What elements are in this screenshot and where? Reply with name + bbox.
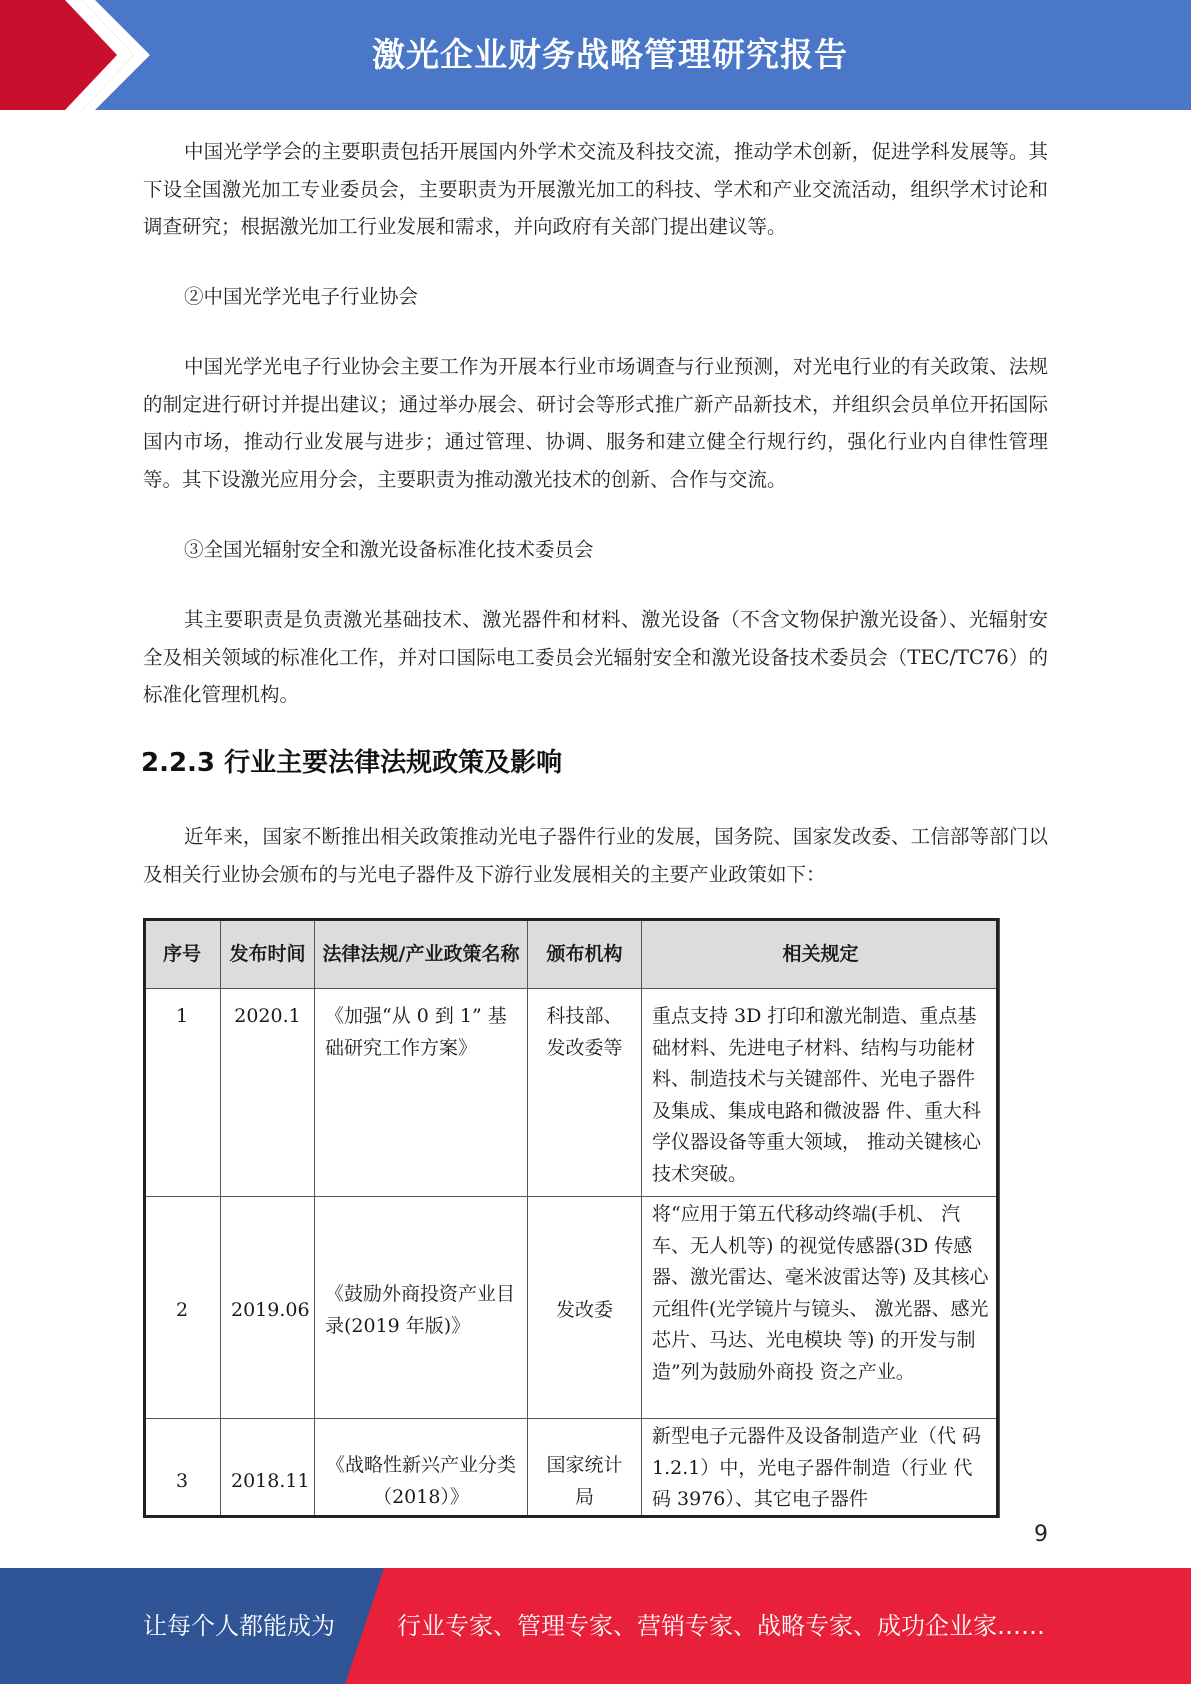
page-footer (0, 1568, 1191, 1684)
cell-date: 2019.06 (221, 1197, 315, 1419)
cell-no: 1 (144, 989, 221, 1197)
cell-name: 《战略性新兴产业分类（2018）》 (315, 1419, 528, 1519)
col-header-org: 颁布机构 (528, 919, 642, 989)
cell-rule: 新型电子元器件及设备制造产业（代 码 1.2.1）中，光电子器件制造（行业 代码 3976）、其它电子器件 (642, 1419, 1000, 1519)
page-header (0, 0, 1191, 110)
cell-rule: 将“应用于第五代移动终端(手机、 汽车、无人机等) 的视觉传感器(3D 传感器、激光雷达、毫米波雷达等) 及其核心元组件(光学镜片与镜头、 激光器、感光芯片、马达、光电模块 等) 的开发与制造”列为鼓励外商投 资之产业。 (642, 1197, 1000, 1419)
col-header-rule: 相关规定 (642, 919, 1000, 989)
table-row (144, 1419, 1000, 1519)
col-header-name: 法律法规/产业政策名称 (315, 919, 528, 989)
cell-date: 2020.1 (221, 989, 315, 1197)
policy-table (143, 918, 1000, 1518)
cell-no: 2 (144, 1197, 221, 1419)
header-chevron-decoration (0, 0, 150, 110)
subheading-optoelectronics-association: ②中国光学光电子行业协会 (184, 285, 419, 308)
cell-name: 《鼓励外商投资产业目录(2019 年版)》 (315, 1197, 528, 1419)
paragraph-policy-intro: 近年来，国家不断推出相关政策推动光电子器件行业的发展，国务院、国家发改委、工信部等部门以及相关行业协会颁布的与光电子器件及下游行业发展相关的主要产业政策如下： (143, 825, 1048, 886)
subheading-standardization-committee: ③全国光辐射安全和激光设备标准化技术委员会 (184, 538, 594, 561)
table-header-row (144, 919, 1000, 989)
table-row (144, 1197, 1000, 1419)
footer-slogan-left: 让每个人都能成为 (143, 1612, 335, 1640)
cell-name: 《加强“从 0 到 1” 基础研究工作方案》 (315, 989, 528, 1197)
section-heading: 2.2.3 行业主要法律法规政策及影响 (141, 748, 563, 778)
col-header-date: 发布时间 (221, 919, 315, 989)
paragraph-standardization-committee: 其主要职责是负责激光基础技术、激光器件和材料、激光设备（不含文物保护激光设备）、光辐射安全及相关领域的标准化工作，并对口国际电工委员会光辐射安全和激光设备技术委员会（TEC/TC76）的标准化管理机构。 (143, 608, 1048, 706)
cell-org: 科技部、发改委等 (528, 989, 642, 1197)
cell-org: 发改委 (528, 1197, 642, 1419)
col-header-no: 序号 (144, 919, 221, 989)
paragraph-optical-society: 中国光学学会的主要职责包括开展国内外学术交流及科技交流，推动学术创新，促进学科发展等。其下设全国激光加工专业委员会，主要职责为开展激光加工的科技、学术和产业交流活动，组织学术讨论和调查研究；根据激光加工行业发展和需求，并向政府有关部门提出建议等。 (143, 140, 1048, 238)
cell-no: 3 (144, 1419, 221, 1519)
cell-org: 国家统计局 (528, 1419, 642, 1519)
report-title: 激光企业财务战略管理研究报告 (372, 35, 848, 74)
table-row (144, 989, 1000, 1197)
policy-table-container (143, 918, 1001, 1518)
page-number: 9 (1034, 1522, 1048, 1547)
footer-slogan-right: 行业专家、管理专家、营销专家、战略专家、成功企业家…… (397, 1612, 1045, 1640)
paragraph-optoelectronics-association: 中国光学光电子行业协会主要工作为开展本行业市场调查与行业预测，对光电行业的有关政策、法规的制定进行研讨并提出建议；通过举办展会、研讨会等形式推广新产品新技术，并组织会员单位开拓国际国内市场，推动行业发展与进步；通过管理、协调、服务和建立健全行规行约，强化行业内自律性管理等。其下设激光应用分会，主要职责为推动激光技术的创新、合作与交流。 (143, 355, 1048, 491)
cell-date: 2018.11 (221, 1419, 315, 1519)
cell-rule: 重点支持 3D 打印和激光制造、重点基础材料、先进电子材料、结构与功能材料、制造技术与关键部件、光电子器件及集成、集成电路和微波器 件、重大科学仪器设备等重大领域， 推动关键核心技术突破。 (642, 989, 1000, 1197)
